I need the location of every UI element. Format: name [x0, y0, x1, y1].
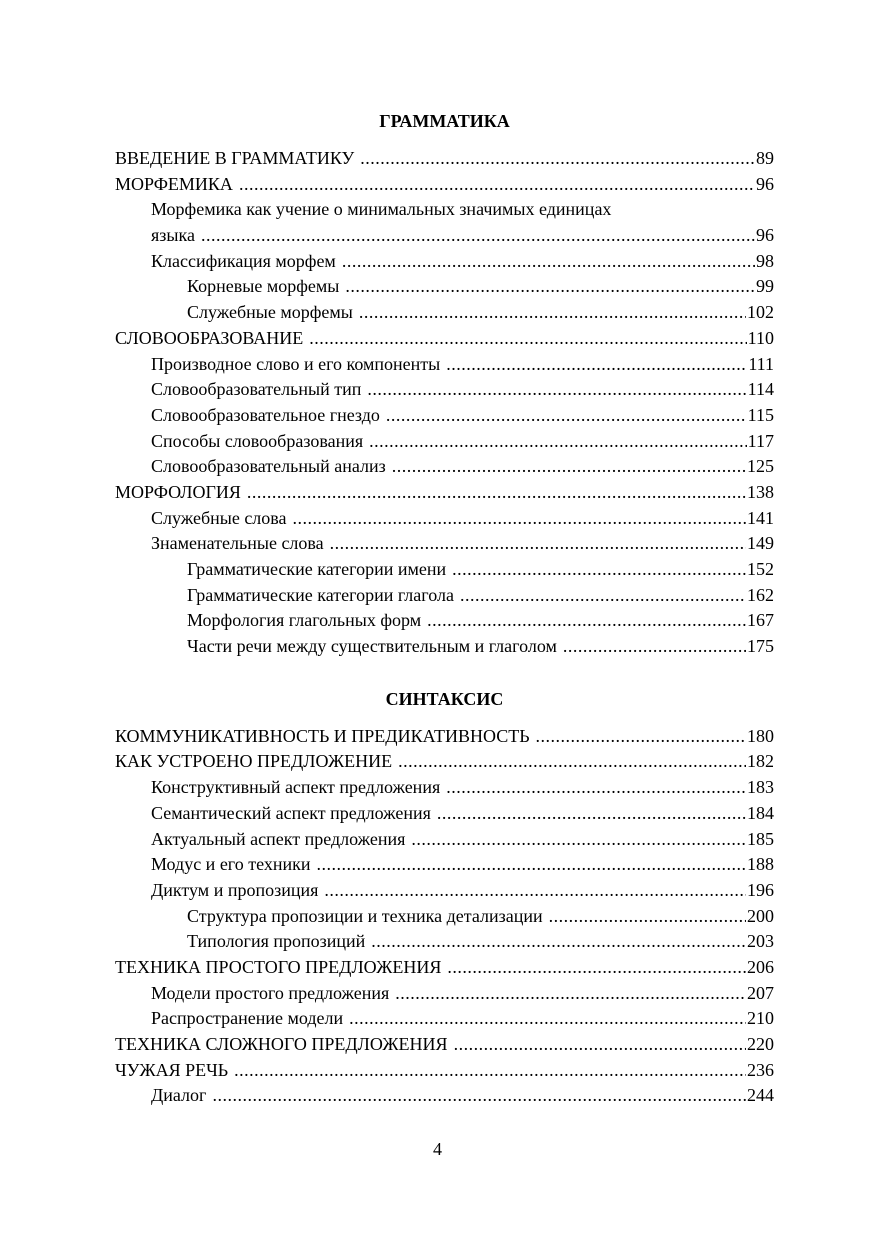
- toc-entry-page-number: 236: [747, 1059, 774, 1080]
- toc-entry-label: Семантический аспект предложения: [151, 802, 431, 823]
- dot-leader: [239, 172, 755, 198]
- toc-list-grammar: [115, 146, 774, 660]
- toc-entry-page-number: 220: [747, 1034, 774, 1054]
- toc-entry-label: Производное слово и его компоненты: [151, 353, 441, 374]
- toc-entry-label: КОММУНИКАТИВНОСТЬ И ПРЕДИКАТИВНОСТЬ: [115, 725, 530, 746]
- toc-entry[interactable]: [115, 454, 774, 480]
- toc-entry-page-number: 244: [747, 1085, 774, 1106]
- toc-entry[interactable]: [115, 274, 774, 300]
- toc-entry[interactable]: [115, 904, 774, 930]
- section-title-syntax: СИНТАКСИС: [385, 688, 504, 709]
- page-number: 4: [433, 1139, 442, 1159]
- toc-entry-label: Грамматические категории глагола: [187, 584, 454, 605]
- toc-entry[interactable]: [115, 223, 774, 249]
- toc-entry-page-number: 149: [747, 533, 774, 554]
- toc-entry[interactable]: [115, 827, 774, 853]
- toc-entry[interactable]: [115, 608, 774, 634]
- toc-entry-label: ТЕХНИКА ПРОСТОГО ПРЕДЛОЖЕНИЯ: [115, 956, 442, 977]
- toc-entry-label: Способы словообразования: [151, 430, 364, 451]
- toc-entry-page-number: 180: [747, 725, 774, 746]
- table-of-contents: [115, 0, 774, 1109]
- dot-leader: [447, 955, 746, 981]
- toc-entry[interactable]: [115, 929, 774, 955]
- toc-entry[interactable]: [115, 249, 774, 275]
- toc-entry-label: Части речи между существительным и глаголом: [187, 636, 557, 657]
- toc-entry-page-number: 114: [747, 379, 774, 400]
- toc-entry-page-number: 182: [747, 751, 774, 772]
- dot-leader: [392, 454, 746, 480]
- toc-entry-page-number: 141: [747, 507, 774, 528]
- toc-entry-page-number: 207: [747, 982, 774, 1003]
- toc-entry[interactable]: [115, 480, 774, 506]
- dot-leader: [446, 775, 746, 801]
- dot-leader: [411, 827, 746, 853]
- toc-entry-page-number: 99: [756, 276, 774, 297]
- toc-entry-page-number: 203: [747, 931, 774, 952]
- toc-entry-label: Актуальный аспект предложения: [151, 828, 406, 849]
- toc-entry-label: Структура пропозиции и техника детализации: [187, 905, 543, 926]
- dot-leader: [454, 1032, 746, 1058]
- toc-entry-label: Морфология глагольных форм: [187, 610, 422, 631]
- toc-entry[interactable]: [115, 775, 774, 801]
- dot-leader: [359, 300, 746, 326]
- toc-entry-label: Модели простого предложения: [151, 982, 390, 1003]
- toc-entry-label: Диалог: [151, 1085, 207, 1106]
- toc-entry-page-number: 175: [747, 636, 774, 657]
- toc-list-syntax: [115, 724, 774, 1109]
- toc-entry-label: Морфемика как учение о минимальных значимых единицах: [151, 199, 612, 220]
- toc-entry[interactable]: [115, 852, 774, 878]
- dot-leader: [247, 480, 746, 506]
- toc-entry-label: Грамматические категории имени: [187, 559, 447, 579]
- dot-leader: [234, 1058, 746, 1084]
- toc-entry-label: Служебные слова: [151, 507, 287, 528]
- dot-leader: [398, 749, 746, 775]
- toc-entry[interactable]: [115, 634, 774, 660]
- dot-leader: [395, 981, 746, 1007]
- toc-entry-label: ВВЕДЕНИЕ В ГРАММАТИКУ: [115, 148, 355, 168]
- toc-entry-label: Конструктивный аспект предложения: [151, 777, 441, 798]
- toc-entry-page-number: 96: [756, 225, 774, 246]
- dot-leader: [446, 352, 747, 378]
- toc-entry[interactable]: [115, 146, 774, 172]
- toc-entry-label: Корневые морфемы: [187, 276, 340, 297]
- toc-entry[interactable]: [115, 172, 774, 198]
- toc-entry[interactable]: [115, 300, 774, 326]
- dot-leader: [437, 801, 746, 827]
- toc-entry-page-number: 200: [747, 905, 774, 926]
- toc-entry-page-number: 111: [748, 353, 774, 374]
- toc-entry-label: Словообразовательный тип: [151, 379, 362, 400]
- toc-entry-page-number: 184: [747, 802, 774, 823]
- toc-entry[interactable]: [115, 557, 774, 583]
- toc-entry[interactable]: [115, 1006, 774, 1032]
- toc-entry[interactable]: [115, 801, 774, 827]
- toc-entry[interactable]: [115, 955, 774, 981]
- dot-leader: [460, 583, 746, 609]
- toc-entry-page-number: 206: [747, 956, 774, 977]
- toc-entry[interactable]: [115, 403, 774, 429]
- toc-entry-label: МОРФЕМИКА: [115, 173, 233, 194]
- toc-entry-page-number: 110: [747, 327, 774, 348]
- dot-leader: [330, 531, 746, 557]
- toc-entry-label: Служебные морфемы: [187, 302, 353, 323]
- toc-entry-label: Классификация морфем: [151, 250, 336, 271]
- dot-leader: [536, 724, 746, 750]
- toc-entry-page-number: 89: [756, 148, 774, 168]
- dot-leader: [309, 326, 746, 352]
- dot-leader: [367, 377, 746, 403]
- dot-leader: [342, 249, 755, 275]
- toc-entry[interactable]: [115, 326, 774, 352]
- toc-entry-page-number: 210: [747, 1008, 774, 1029]
- toc-entry-label: Диктум и пропозиция: [151, 879, 319, 900]
- dot-leader: [371, 929, 746, 955]
- dot-leader: [212, 1083, 746, 1109]
- toc-entry-page-number: 196: [747, 879, 774, 900]
- toc-entry-page-number: 98: [756, 250, 774, 271]
- dot-leader: [386, 403, 747, 429]
- toc-entry[interactable]: [115, 531, 774, 557]
- dot-leader: [549, 904, 746, 930]
- dot-leader: [427, 608, 746, 634]
- toc-entry[interactable]: [115, 352, 774, 378]
- toc-entry-label: Распространение модели: [151, 1008, 344, 1029]
- toc-entry-page-number: 188: [747, 854, 774, 875]
- dot-leader: [369, 429, 747, 455]
- toc-entry-label: языка: [151, 225, 195, 246]
- toc-entry-page-number: 125: [747, 456, 774, 477]
- dot-leader: [452, 557, 746, 583]
- toc-entry-page-number: 117: [747, 430, 774, 451]
- toc-entry-page-number: 96: [756, 173, 774, 194]
- toc-entry-label: Типология пропозиций: [187, 931, 366, 952]
- toc-entry[interactable]: [115, 197, 774, 223]
- toc-entry-page-number: 162: [747, 584, 774, 605]
- toc-entry-page-number: 102: [747, 302, 774, 323]
- toc-entry-label: Модус и его техники: [151, 854, 311, 875]
- toc-entry[interactable]: [115, 1083, 774, 1109]
- toc-entry[interactable]: [115, 981, 774, 1007]
- dot-leader: [563, 634, 746, 660]
- toc-entry[interactable]: [115, 506, 774, 532]
- toc-entry[interactable]: [115, 749, 774, 775]
- section-title-grammar: ГРАММАТИКА: [379, 111, 510, 131]
- toc-entry-label: Знаменательные слова: [151, 533, 324, 554]
- dot-leader: [360, 146, 755, 172]
- dot-leader: [317, 852, 746, 878]
- toc-entry-label: ТЕХНИКА СЛОЖНОГО ПРЕДЛОЖЕНИЯ: [115, 1034, 448, 1054]
- toc-entry-page-number: 152: [747, 559, 774, 579]
- toc-entry[interactable]: [115, 1058, 774, 1084]
- toc-entry-label: СЛОВООБРАЗОВАНИЕ: [115, 327, 304, 348]
- dot-leader: [349, 1006, 746, 1032]
- toc-entry[interactable]: [115, 1032, 774, 1058]
- toc-entry[interactable]: [115, 583, 774, 609]
- toc-entry-label: Словообразовательное гнездо: [151, 404, 380, 425]
- toc-entry-label: ЧУЖАЯ РЕЧЬ: [115, 1059, 229, 1080]
- toc-entry-page-number: 138: [747, 481, 774, 502]
- toc-entry-page-number: 167: [747, 610, 774, 631]
- toc-entry-page-number: 183: [747, 777, 774, 798]
- toc-entry-label: КАК УСТРОЕНО ПРЕДЛОЖЕНИЕ: [115, 751, 393, 772]
- dot-leader: [345, 274, 755, 300]
- dot-leader: [201, 223, 755, 249]
- toc-entry-page-number: 185: [747, 828, 774, 849]
- dot-leader: [293, 506, 746, 532]
- toc-entry-page-number: 115: [747, 404, 774, 425]
- toc-entry-label: МОРФОЛОГИЯ: [115, 481, 241, 502]
- dot-leader: [324, 878, 746, 904]
- toc-entry[interactable]: [115, 724, 774, 750]
- toc-entry[interactable]: [115, 377, 774, 403]
- toc-entry[interactable]: [115, 429, 774, 455]
- toc-entry[interactable]: [115, 878, 774, 904]
- toc-entry-label: Словообразовательный анализ: [151, 456, 386, 477]
